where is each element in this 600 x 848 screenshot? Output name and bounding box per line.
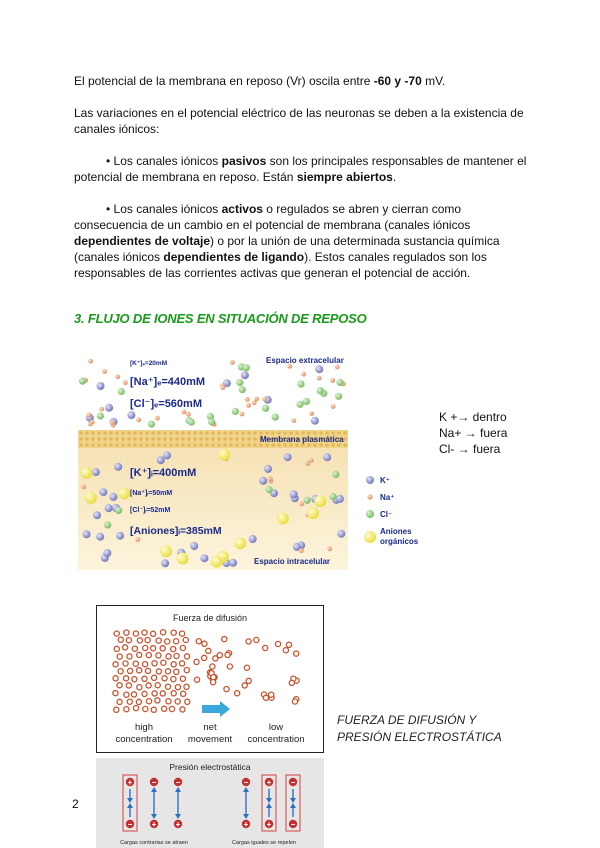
- ion-particle: [335, 393, 342, 400]
- diffusion-particle: [124, 676, 129, 681]
- diffusion-particle: [269, 692, 274, 697]
- diffusion-particle: [123, 645, 128, 650]
- diffusion-particle: [124, 630, 129, 635]
- ext-cl-label: [Cl⁻]ₑ=560mM: [130, 398, 202, 410]
- diffusion-particle: [151, 707, 156, 712]
- ion-particle: [314, 495, 326, 507]
- ion-particle: [105, 504, 113, 512]
- ion-particle: [305, 461, 310, 466]
- ion-particle: [79, 378, 86, 385]
- diffusion-particle: [124, 707, 129, 712]
- ion-particle: [177, 553, 189, 565]
- int-k-label: [K⁺]ᵢ=400mM: [130, 467, 197, 479]
- diffusion-particle: [196, 639, 201, 644]
- diffusion-particle: [202, 655, 207, 660]
- diffusion-particle: [181, 691, 186, 696]
- ion-particle: [97, 412, 104, 419]
- diffusion-particle: [131, 692, 136, 697]
- ion-particle: [297, 401, 304, 408]
- diffusion-particle: [175, 685, 180, 690]
- diffusion-particle: [166, 654, 171, 659]
- ion-particle: [266, 486, 273, 493]
- diffusion-particle: [171, 647, 176, 652]
- ion-particle: [161, 559, 169, 567]
- svg-text:−: −: [151, 778, 157, 787]
- electrostatic-title: Presión electrostática: [169, 762, 251, 772]
- ion-particle: [115, 507, 122, 514]
- extracellular-label: Espacio extracelular: [266, 356, 344, 365]
- ion-particle: [87, 413, 92, 418]
- low-label-2: concentration: [247, 734, 305, 745]
- electrostatic-figure: [96, 758, 324, 848]
- diffusion-particle: [127, 699, 132, 704]
- diffusion-particle: [114, 631, 119, 636]
- diffusion-particle: [155, 698, 160, 703]
- ion-particle: [88, 422, 93, 427]
- ion-particle: [96, 533, 104, 541]
- ion-particle: [254, 397, 259, 402]
- diffusion-particle: [289, 680, 294, 685]
- diffusion-particle: [194, 677, 199, 682]
- ion-particle: [315, 365, 323, 373]
- ion-particle: [249, 535, 257, 543]
- diffusion-particle: [222, 637, 227, 642]
- diffusion-particle: [183, 637, 188, 642]
- diffusion-particle: [117, 699, 122, 704]
- ion-particle: [239, 386, 246, 393]
- diffusion-particle: [137, 668, 142, 673]
- diffusion-particle: [263, 645, 268, 650]
- diffusion-particle: [151, 646, 156, 651]
- ext-k-label: [K⁺]ₑ=20mM: [130, 360, 168, 367]
- ion-particle: [88, 359, 93, 364]
- ion-particle: [157, 456, 165, 464]
- ion-particle: [307, 507, 319, 519]
- ion-particle: [309, 411, 314, 416]
- legend-cl-label: Cl⁻: [380, 510, 393, 519]
- ion-particle: [240, 412, 245, 417]
- ion-particle: [229, 559, 237, 567]
- int-cl-label: [Cl⁻]ᵢ=52mM: [130, 507, 171, 514]
- svg-text:+: +: [175, 820, 181, 829]
- diffusion-particle: [133, 706, 138, 711]
- diffusion-particle: [161, 630, 166, 635]
- ion-particle: [332, 471, 339, 478]
- ion-particle: [264, 465, 272, 473]
- diffusion-particle: [117, 654, 122, 659]
- diffusion-particle: [194, 659, 199, 664]
- diffusion-particle: [146, 699, 151, 704]
- diffusion-particle: [160, 646, 165, 651]
- diffusion-particle: [174, 669, 179, 674]
- ion-particle: [337, 379, 344, 386]
- legend-na-marker: [367, 494, 372, 499]
- diffusion-title: Fuerza de difusión: [172, 613, 248, 623]
- high-label-1: high: [135, 722, 153, 733]
- diffusion-particle: [133, 661, 138, 666]
- ion-particle: [148, 421, 155, 428]
- ion-particle: [327, 546, 332, 551]
- ion-particle: [93, 511, 101, 519]
- diffusion-particle: [126, 683, 131, 688]
- diffusion-particle: [180, 676, 185, 681]
- net-label-2: movement: [187, 734, 233, 745]
- diffusion-particle: [210, 664, 215, 669]
- diffusion-particle: [126, 638, 131, 643]
- ion-particle: [81, 485, 86, 490]
- paragraph-active-channels: • Los canales iónicos activos o regulados se abren y cierran como consecuencia de un cambio en el potencial de membrana (canales iónicos dependientes de voltaje) o por la unión de una determinada sustancia química (canales iónicos dependientes de ligando). Estos canales regulados son los responsables de las corrientes activas que generan el potencial de acción.: [74, 202, 500, 280]
- legend-anions-label-2: orgánicos: [380, 537, 419, 546]
- equal-charges-label: Cargas iguales se repelen: [232, 840, 296, 846]
- svg-text:−: −: [243, 778, 249, 787]
- ion-particle: [303, 398, 310, 405]
- diffusion-particle: [113, 691, 118, 696]
- diffusion-particle: [160, 691, 165, 696]
- diffusion-particle: [118, 669, 123, 674]
- ion-particle: [85, 492, 97, 504]
- diffusion-particle: [152, 661, 157, 666]
- high-label-2: concentration: [115, 734, 173, 745]
- diffusion-particle: [132, 646, 137, 651]
- diffusion-particle: [276, 641, 281, 646]
- ion-particle: [336, 495, 344, 503]
- diffusion-particle: [136, 699, 141, 704]
- diffusion-particle: [175, 699, 180, 704]
- diffusion-particle: [145, 668, 150, 673]
- diffusion-particle: [128, 668, 133, 673]
- diffusion-particle: [132, 677, 137, 682]
- ion-particle: [103, 549, 111, 557]
- paragraph-resting-potential: El potencial de la membrana en reposo (Vr) oscila entre -60 y -70 mV.: [74, 74, 446, 88]
- diffusion-particle: [143, 662, 148, 667]
- diffusion-particle: [137, 638, 142, 643]
- side-note-cl: Cl- → fuera: [439, 442, 501, 456]
- diffusion-particle: [184, 668, 189, 673]
- diffusion-particle: [227, 664, 232, 669]
- ion-distribution-figure: [78, 352, 435, 570]
- ion-particle: [118, 487, 130, 499]
- diffusion-particle: [162, 706, 167, 711]
- ion-particle: [97, 382, 105, 390]
- side-note-k: K +→ dentro: [439, 410, 507, 424]
- diffusion-particle: [145, 638, 150, 643]
- diffusion-particle: [142, 630, 147, 635]
- ion-particle: [105, 404, 113, 412]
- diffusion-particle: [127, 654, 132, 659]
- ion-particle: [211, 556, 223, 568]
- ion-particle: [243, 364, 250, 371]
- diffusion-particle: [185, 699, 190, 704]
- ion-particle: [272, 414, 279, 421]
- legend-anions-label-1: Aniones: [380, 527, 412, 536]
- diffusion-particle: [246, 678, 251, 683]
- diffusion-particle: [118, 637, 123, 642]
- ion-particle: [127, 411, 135, 419]
- diffusion-particle: [211, 680, 216, 685]
- int-anions-label: [Aniones]ᵢ=385mM: [130, 525, 222, 537]
- diffusion-particle: [156, 653, 161, 658]
- svg-text:−: −: [290, 820, 296, 829]
- diffusion-particle: [155, 683, 160, 688]
- diffusion-particle: [161, 660, 166, 665]
- svg-text:+: +: [151, 820, 157, 829]
- ion-particle: [259, 477, 267, 485]
- svg-text:+: +: [266, 778, 272, 787]
- diffusion-particle: [254, 637, 259, 642]
- diffusion-particle: [152, 675, 157, 680]
- ion-particle: [246, 403, 251, 408]
- diffusion-particle: [171, 662, 176, 667]
- diffusion-particle: [156, 669, 161, 674]
- ion-particle: [102, 369, 107, 374]
- ext-na-label: [Na⁺]ₑ=440mM: [130, 376, 206, 388]
- diffusion-particle: [169, 706, 174, 711]
- legend-k-marker: [366, 476, 374, 484]
- ion-particle: [163, 451, 171, 459]
- diffusion-particle: [151, 631, 156, 636]
- diffusion-particle: [224, 687, 229, 692]
- svg-text:−: −: [175, 778, 181, 787]
- opposite-charges-label: Cargas contrarias se atraen: [120, 840, 188, 846]
- ion-particle: [218, 449, 230, 461]
- diffusion-particle: [137, 652, 142, 657]
- diffusion-particle: [174, 653, 179, 658]
- ion-particle: [245, 397, 250, 402]
- ion-particle: [297, 381, 304, 388]
- diffusion-particle: [263, 695, 268, 700]
- ion-particle: [290, 490, 298, 498]
- ion-particle: [236, 379, 243, 386]
- diffusion-particle: [184, 684, 189, 689]
- diffusion-particle: [171, 691, 176, 696]
- diffusion-particle: [283, 648, 288, 653]
- ion-particle: [104, 521, 111, 528]
- ion-particle: [284, 453, 292, 461]
- diffusion-particle: [180, 631, 185, 636]
- ion-particle: [309, 458, 314, 463]
- svg-text:+: +: [243, 820, 249, 829]
- ion-particle: [186, 412, 191, 417]
- svg-text:+: +: [127, 778, 133, 787]
- ion-particle: [241, 371, 249, 379]
- diffusion-figure: [96, 605, 324, 753]
- svg-text:+: +: [266, 820, 272, 829]
- ion-particle: [317, 376, 322, 381]
- ion-particle: [262, 405, 269, 412]
- figure-caption: [337, 712, 537, 746]
- ion-particle: [136, 417, 141, 422]
- caption-line-2: PRESIÓN ELECTROSTÁTICA: [337, 730, 502, 744]
- diffusion-particle: [242, 683, 247, 688]
- ion-particle: [330, 378, 335, 383]
- diffusion-particle: [124, 692, 129, 697]
- diffusion-particle: [171, 677, 176, 682]
- ion-particle: [135, 537, 140, 542]
- paragraph-ion-channels: Las variaciones en el potencial eléctrico de las neuronas se deben a la existencia de canales iónicos:: [74, 106, 524, 136]
- ion-particle: [81, 467, 93, 479]
- ion-particle: [92, 468, 100, 476]
- ion-particle: [115, 374, 120, 379]
- ion-particle: [234, 537, 246, 549]
- legend-cl-marker: [366, 510, 374, 518]
- ion-particle: [311, 417, 319, 425]
- caption-line-1: FUERZA DE DIFUSIÓN Y: [337, 713, 477, 727]
- diffusion-particle: [113, 676, 118, 681]
- diffusion-particle: [180, 661, 185, 666]
- ion-particle: [118, 388, 125, 395]
- diffusion-particle: [142, 691, 147, 696]
- ion-particle: [335, 365, 340, 370]
- diffusion-particle: [294, 651, 299, 656]
- diffusion-particle: [165, 684, 170, 689]
- ion-particle: [232, 408, 239, 415]
- ion-particle: [337, 530, 345, 538]
- ion-particle: [301, 372, 306, 377]
- ion-particle: [299, 502, 304, 507]
- ion-particle: [299, 548, 304, 553]
- svg-text:−: −: [127, 820, 133, 829]
- ion-particle: [188, 419, 195, 426]
- ion-particle: [317, 387, 324, 394]
- ion-particle: [277, 512, 289, 524]
- ion-particle: [304, 497, 311, 504]
- diffusion-particle: [166, 699, 171, 704]
- ion-particle: [182, 410, 187, 415]
- diffusion-particle: [217, 653, 222, 658]
- diffusion-particle: [114, 707, 119, 712]
- ion-particle: [114, 463, 122, 471]
- diffusion-particle: [156, 638, 161, 643]
- diffusion-particle: [113, 662, 118, 667]
- diffusion-particle: [180, 645, 185, 650]
- ion-particle: [99, 488, 107, 496]
- ion-particle: [123, 380, 128, 385]
- ion-particle: [83, 530, 91, 538]
- diffusion-particle: [246, 639, 251, 644]
- diffusion-particle: [165, 639, 170, 644]
- ion-particle: [116, 532, 124, 540]
- page-number: 2: [72, 797, 79, 811]
- ion-particle: [291, 418, 296, 423]
- diffusion-particle: [137, 685, 142, 690]
- svg-text:−: −: [290, 778, 296, 787]
- diffusion-particle: [114, 646, 119, 651]
- diffusion-particle: [133, 631, 138, 636]
- diffusion-particle: [143, 645, 148, 650]
- ion-particle: [190, 542, 198, 550]
- ion-particle: [110, 420, 115, 425]
- diffusion-particle: [225, 652, 230, 657]
- diffusion-particle: [202, 641, 207, 646]
- diffusion-particle: [152, 691, 157, 696]
- diffusion-particle: [174, 639, 179, 644]
- ion-particle: [155, 416, 160, 421]
- intracellular-label: Espacio intracelular: [254, 557, 331, 566]
- diffusion-particle: [142, 676, 147, 681]
- diffusion-particle: [123, 661, 128, 666]
- diffusion-particle: [184, 654, 189, 659]
- ion-particle: [220, 385, 225, 390]
- ion-particle: [208, 418, 215, 425]
- diffusion-particle: [143, 706, 148, 711]
- ion-particle: [230, 360, 235, 365]
- diffusion-particle: [146, 683, 151, 688]
- membrane-label: Membrana plasmática: [260, 435, 344, 444]
- low-label-1: low: [268, 722, 284, 733]
- ion-particle: [109, 493, 117, 501]
- legend-na-label: Na⁺: [380, 493, 395, 502]
- ion-particle: [268, 476, 273, 481]
- diffusion-particle: [244, 665, 249, 670]
- ion-particle: [160, 545, 172, 557]
- ion-particle: [200, 554, 208, 562]
- int-na-label: [Na⁺]ᵢ=50mM: [130, 490, 173, 497]
- diffusion-particle: [235, 691, 240, 696]
- legend-k-label: K⁺: [380, 476, 390, 485]
- diffusion-particle: [292, 699, 297, 704]
- diffusion-particle: [162, 676, 167, 681]
- diffusion-particle: [117, 683, 122, 688]
- diffusion-particle: [206, 648, 211, 653]
- section-heading: 3. FLUJO DE IONES EN SITUACIÓN DE REPOSO: [74, 311, 367, 326]
- diffusion-particle: [146, 653, 151, 658]
- ion-particle: [331, 404, 336, 409]
- diffusion-particle: [165, 669, 170, 674]
- net-label-1: net: [203, 722, 217, 733]
- paragraph-passive-channels: • Los canales iónicos pasivos son los principales responsables de mantener el potencial de membrana en reposo. Están siempre abiertos.: [74, 154, 527, 184]
- side-note-na: Na+ → fuera: [439, 426, 508, 440]
- ion-particle: [262, 397, 267, 402]
- ion-particle: [323, 453, 331, 461]
- diffusion-particle: [171, 630, 176, 635]
- legend-anion-marker: [364, 531, 376, 543]
- diffusion-particle: [286, 642, 291, 647]
- diffusion-particle: [180, 707, 185, 712]
- ion-particle: [99, 407, 104, 412]
- ion-particle: [330, 493, 337, 500]
